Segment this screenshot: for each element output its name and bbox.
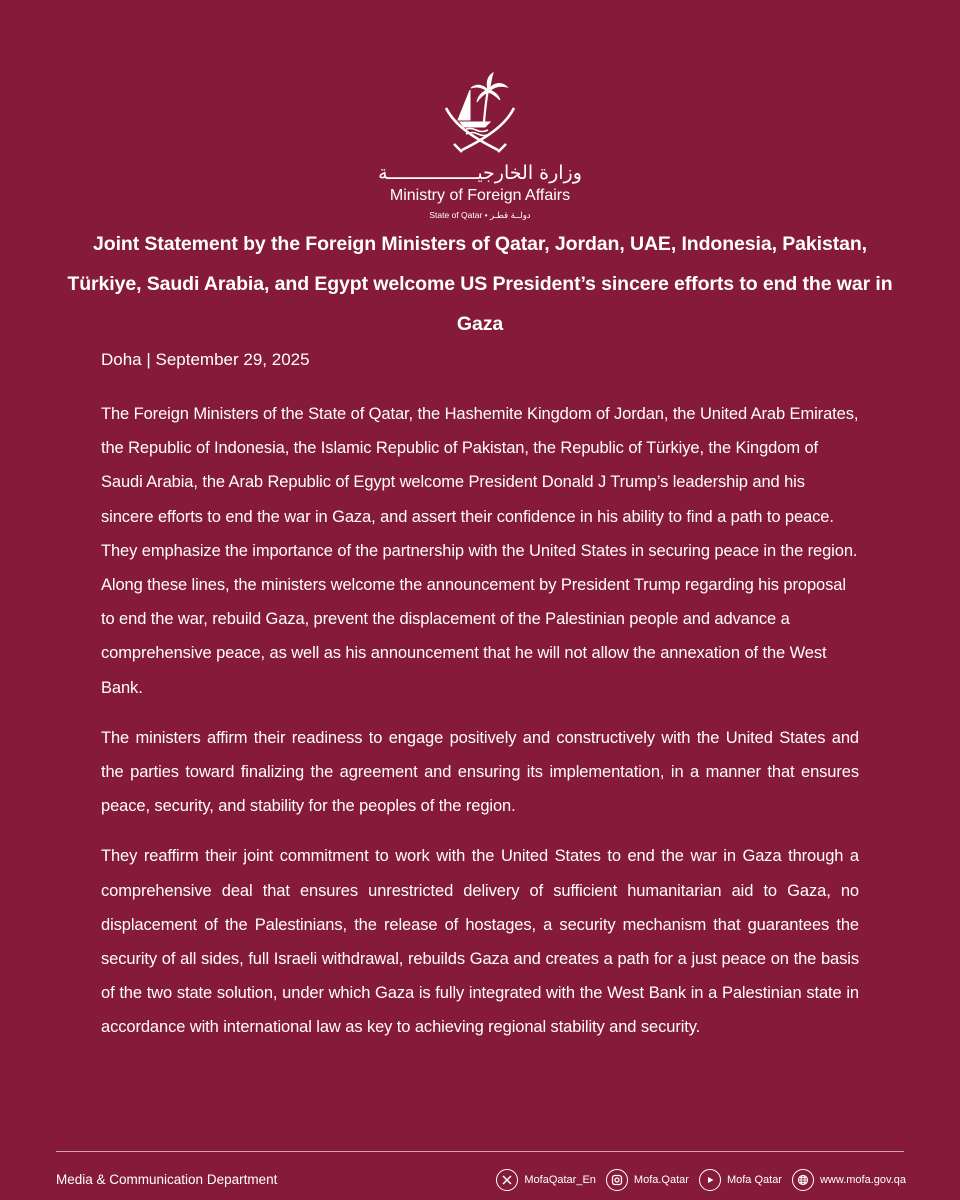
footer-divider — [56, 1151, 904, 1152]
footer — [56, 1164, 906, 1196]
paragraph-1: The Foreign Ministers of the State of Qatar, the Hashemite Kingdom of Jordan, the United Arab Emirates, the Republic of Indonesia, the Islamic Republic of Pakistan, the Republic of Türkiye, the Kingdom of Saudi Arabia, the Arab Republic of Egypt welcome President Donald J Trump’s leadership and his sincere efforts to end the war in Gaza, and assert their confidence in his ability to find a path to peace. They emphasize the importance of the partnership with the United States in securing peace in the region. Along these lines, the ministers welcome the announcement by President Trump regarding his proposal to end the war, rebuild Gaza, prevent the displacement of the Palestinian people and advance a comprehensive peace, as well as his announcement that he will not allow the annexation of the West Bank. — [101, 405, 859, 697]
state-of-qatar-line: State of Qatar • دولــة قطـر — [429, 210, 531, 220]
youtube-icon — [699, 1169, 721, 1191]
department-name: Media & Communication Department — [56, 1172, 278, 1187]
social-website[interactable] — [792, 1169, 906, 1191]
ministry-name-english: Ministry of Foreign Affairs — [389, 187, 571, 204]
statement-title: Joint Statement by the Foreign Ministers of Qatar, Jordan, UAE, Indonesia, Pakistan, Türkiye, Saudi Arabia, and Egypt welcome US President’s sincere efforts to end the war in Gaza — [67, 233, 893, 335]
dateline: Doha | September 29, 2025 — [101, 350, 310, 369]
ministry-name-arabic: وزارة الخارجيــــــــــــــــة — [378, 162, 582, 184]
instagram-icon — [606, 1169, 628, 1191]
social-website-label: www.mofa.gov.qa — [819, 1174, 906, 1186]
social-instagram[interactable] — [606, 1169, 689, 1191]
globe-icon — [792, 1169, 814, 1191]
qatar-emblem-icon — [440, 70, 520, 154]
paragraph-3: They reaffirm their joint commitment to work with the United States to end the war in Gaza through a comprehensive deal that ensures unrestricted delivery of sufficient humanitarian aid to Gaza, no displacement of the Palestinians, the release of hostages, a security mechanism that guarantees the security of all sides, full Israeli withdrawal, rebuilds Gaza and creates a path for a just peace on the basis of the two state solution, under which Gaza is fully integrated with the West Bank in a Palestinian state in accordance with international law as key to achieving regional stability and security. — [101, 847, 859, 1037]
ministry-header — [0, 70, 960, 221]
x-icon — [496, 1169, 518, 1191]
paragraph-2: The ministers affirm their readiness to engage positively and constructively with the United States and the parties toward finalizing the agreement and ensuring its implementation, in a manner that ensures peace, security, and stability for the peoples of the region. — [101, 728, 859, 816]
social-links — [496, 1169, 906, 1191]
social-x-label: MofaQatar_En — [524, 1174, 596, 1186]
social-youtube[interactable] — [699, 1169, 782, 1191]
social-x[interactable] — [496, 1169, 596, 1191]
social-instagram-label: Mofa.Qatar — [633, 1174, 689, 1186]
statement-body — [101, 397, 859, 1061]
social-youtube-label: Mofa Qatar — [726, 1174, 782, 1186]
